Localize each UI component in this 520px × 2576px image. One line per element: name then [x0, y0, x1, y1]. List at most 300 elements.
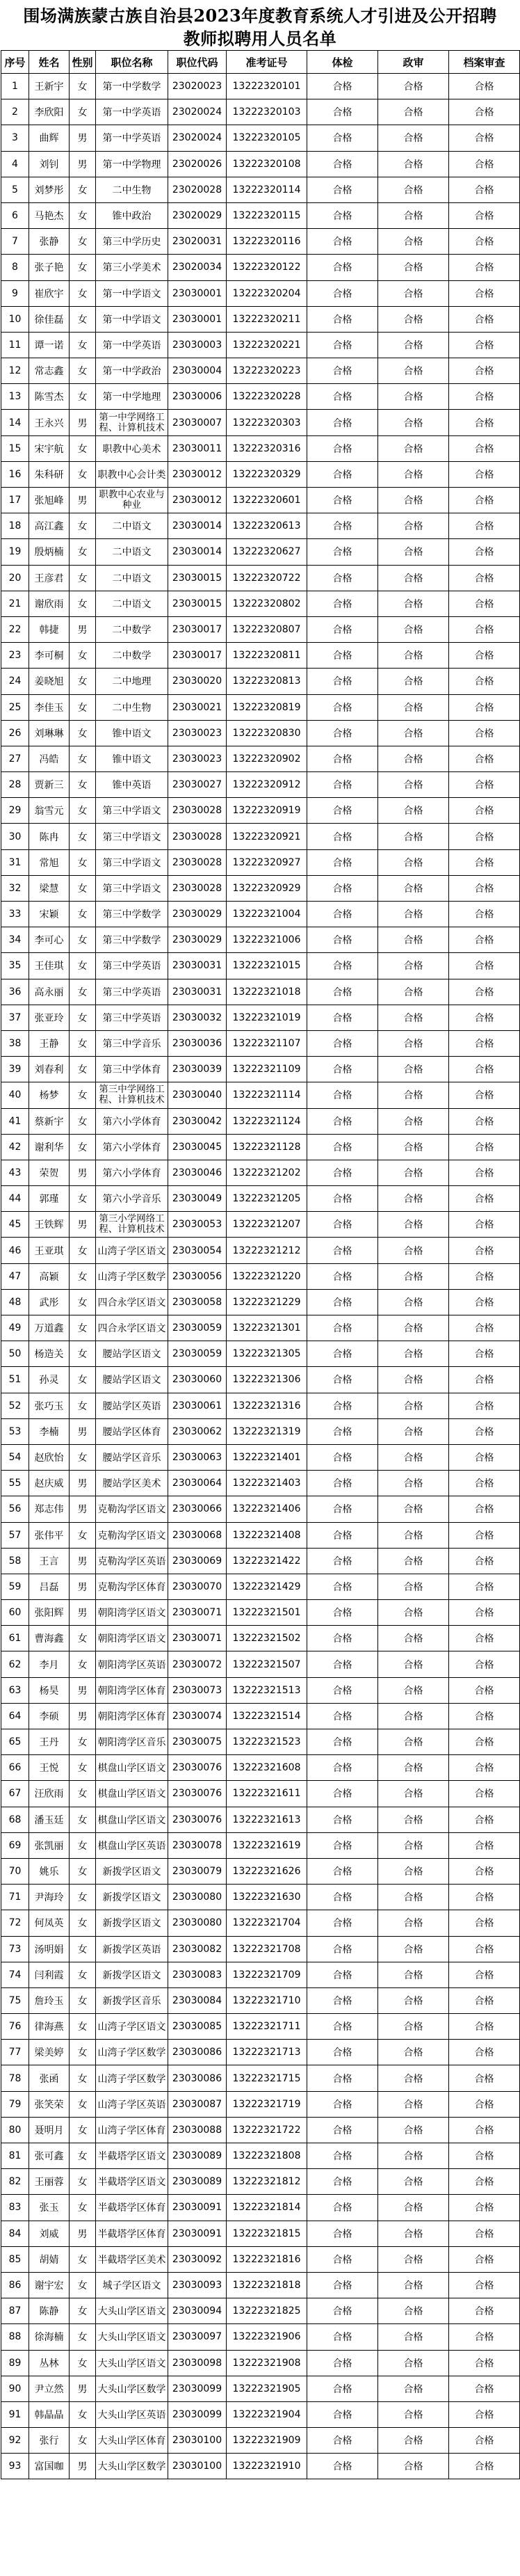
cell-gender: 女	[70, 669, 96, 694]
cell-political-review: 合格	[378, 1755, 449, 1781]
cell-political-review: 合格	[378, 2350, 449, 2376]
cell-physical-exam: 合格	[307, 979, 378, 1005]
cell-position: 新拨学区语文	[96, 1910, 168, 1936]
cell-physical-exam: 合格	[307, 824, 378, 849]
cell-position-code: 23030029	[168, 927, 227, 953]
cell-name: 孙灵	[29, 1367, 70, 1393]
cell-name: 王静	[29, 1030, 70, 1056]
cell-file-review: 合格	[449, 591, 520, 616]
table-row	[1, 125, 520, 151]
cell-gender: 女	[70, 1186, 96, 1212]
cell-exam-number: 13222321626	[227, 1858, 307, 1884]
cell-file-review: 合格	[449, 1367, 520, 1393]
cell-seq: 41	[1, 1108, 29, 1134]
cell-gender: 女	[70, 2428, 96, 2454]
cell-position-code: 23030031	[168, 953, 227, 979]
cell-physical-exam: 合格	[307, 1807, 378, 1832]
cell-position: 山湾子学区语文	[96, 2014, 168, 2040]
cell-file-review: 合格	[449, 1418, 520, 1444]
cell-seq: 54	[1, 1444, 29, 1470]
cell-name: 张伟平	[29, 1522, 70, 1548]
cell-position-code: 23030086	[168, 2065, 227, 2091]
table-row	[1, 332, 520, 358]
cell-seq: 29	[1, 798, 29, 824]
cell-position-code: 23030075	[168, 1729, 227, 1755]
cell-position-code: 23020024	[168, 99, 227, 125]
cell-political-review: 合格	[378, 1134, 449, 1160]
cell-gender: 女	[70, 849, 96, 875]
cell-position-code: 23030001	[168, 280, 227, 306]
cell-exam-number: 13222320802	[227, 591, 307, 616]
cell-gender: 女	[70, 2401, 96, 2427]
cell-position-code: 23030039	[168, 1057, 227, 1082]
cell-seq: 28	[1, 772, 29, 798]
cell-seq: 25	[1, 694, 29, 720]
cell-seq: 93	[1, 2454, 29, 2479]
cell-position: 第六小学体育	[96, 1160, 168, 1185]
cell-gender: 男	[70, 1496, 96, 1522]
cell-position: 大头山学区英语	[96, 2401, 168, 2427]
cell-position-code: 23030078	[168, 1832, 227, 1858]
cell-exam-number: 13222321319	[227, 1418, 307, 1444]
cell-position: 二中数学	[96, 643, 168, 669]
table-row	[1, 953, 520, 979]
cell-physical-exam: 合格	[307, 99, 378, 125]
cell-position: 第一中学英语	[96, 332, 168, 358]
cell-political-review: 合格	[378, 1574, 449, 1599]
cell-position: 大头山学区数学	[96, 2454, 168, 2479]
cell-political-review: 合格	[378, 488, 449, 513]
cell-position: 朝阳湾学区语文	[96, 1600, 168, 1626]
cell-position: 朝阳湾学区体育	[96, 1703, 168, 1729]
cell-exam-number: 13222321513	[227, 1677, 307, 1703]
cell-physical-exam: 合格	[307, 2014, 378, 2040]
cell-name: 韩捷	[29, 616, 70, 642]
cell-gender: 男	[70, 2221, 96, 2246]
cell-position: 棋盘山学区语文	[96, 1807, 168, 1832]
cell-exam-number: 13222321316	[227, 1393, 307, 1418]
cell-political-review: 合格	[378, 1548, 449, 1574]
cell-seq: 59	[1, 1574, 29, 1599]
cell-position-code: 23030023	[168, 720, 227, 746]
cell-exam-number: 13222320813	[227, 669, 307, 694]
cell-exam-number: 13222320114	[227, 177, 307, 202]
cell-physical-exam: 合格	[307, 746, 378, 771]
cell-seq: 55	[1, 1471, 29, 1496]
cell-file-review: 合格	[449, 2221, 520, 2246]
cell-exam-number: 13222321704	[227, 1910, 307, 1936]
cell-gender: 女	[70, 384, 96, 410]
table-row	[1, 2246, 520, 2272]
table-row	[1, 410, 520, 435]
cell-physical-exam: 合格	[307, 1703, 378, 1729]
table-row	[1, 1212, 520, 1238]
cell-political-review: 合格	[378, 2324, 449, 2350]
cell-file-review: 合格	[449, 746, 520, 771]
cell-seq: 22	[1, 616, 29, 642]
cell-gender: 男	[70, 1600, 96, 1626]
cell-exam-number: 13222321406	[227, 1496, 307, 1522]
cell-seq: 30	[1, 824, 29, 849]
cell-exam-number: 13222320601	[227, 488, 307, 513]
cell-seq: 67	[1, 1781, 29, 1807]
cell-position-code: 23030023	[168, 746, 227, 771]
cell-seq: 51	[1, 1367, 29, 1393]
table-row	[1, 1082, 520, 1108]
cell-gender: 女	[70, 513, 96, 539]
cell-exam-number: 13222320103	[227, 99, 307, 125]
cell-position-code: 23030017	[168, 643, 227, 669]
cell-gender: 女	[70, 1263, 96, 1289]
cell-physical-exam: 合格	[307, 384, 378, 410]
cell-name: 谢欣雨	[29, 591, 70, 616]
cell-position-code: 23030042	[168, 1108, 227, 1134]
cell-seq: 57	[1, 1522, 29, 1548]
cell-file-review: 合格	[449, 539, 520, 565]
cell-position-code: 23030036	[168, 1030, 227, 1056]
cell-position: 山湾子学区语文	[96, 1238, 168, 1263]
cell-seq: 37	[1, 1005, 29, 1030]
cell-position-code: 23030086	[168, 2040, 227, 2065]
cell-name: 张可鑫	[29, 2143, 70, 2169]
cell-name: 聂明月	[29, 2117, 70, 2143]
cell-position: 山湾子学区数学	[96, 1263, 168, 1289]
cell-political-review: 合格	[378, 461, 449, 487]
cell-name: 王悦	[29, 1755, 70, 1781]
cell-seq: 53	[1, 1418, 29, 1444]
cell-seq: 83	[1, 2195, 29, 2221]
cell-seq: 70	[1, 1858, 29, 1884]
cell-position: 大头山学区语文	[96, 2350, 168, 2376]
cell-position-code: 23030080	[168, 1885, 227, 1910]
cell-gender: 男	[70, 1212, 96, 1238]
cell-seq: 62	[1, 1651, 29, 1677]
cell-position-code: 23030012	[168, 461, 227, 487]
cell-exam-number: 13222321015	[227, 953, 307, 979]
cell-seq: 6	[1, 202, 29, 228]
cell-physical-exam: 合格	[307, 1134, 378, 1160]
cell-exam-number: 13222321904	[227, 2401, 307, 2427]
cell-gender: 女	[70, 694, 96, 720]
cell-position-code: 23030059	[168, 1315, 227, 1341]
cell-exam-number: 13222321306	[227, 1367, 307, 1393]
cell-political-review: 合格	[378, 1936, 449, 1962]
table-row	[1, 2117, 520, 2143]
cell-name: 陈雪杰	[29, 384, 70, 410]
cell-position-code: 23030074	[168, 1703, 227, 1729]
table-row	[1, 2091, 520, 2117]
cell-gender: 女	[70, 1885, 96, 1910]
cell-political-review: 合格	[378, 953, 449, 979]
cell-seq: 35	[1, 953, 29, 979]
cell-physical-exam: 合格	[307, 2401, 378, 2427]
cell-position: 第六小学体育	[96, 1108, 168, 1134]
cell-physical-exam: 合格	[307, 177, 378, 202]
cell-seq: 80	[1, 2117, 29, 2143]
table-row	[1, 2221, 520, 2246]
cell-file-review: 合格	[449, 2169, 520, 2195]
cell-gender: 女	[70, 280, 96, 306]
cell-gender: 女	[70, 772, 96, 798]
cell-position: 第三中学语文	[96, 824, 168, 849]
cell-name: 徐佳磊	[29, 306, 70, 332]
cell-position: 四合永学区语文	[96, 1315, 168, 1341]
cell-political-review: 合格	[378, 1444, 449, 1470]
cell-gender: 女	[70, 1626, 96, 1651]
table-row	[1, 1315, 520, 1341]
cell-file-review: 合格	[449, 1755, 520, 1781]
cell-position-code: 23030001	[168, 306, 227, 332]
cell-file-review: 合格	[449, 1263, 520, 1289]
cell-political-review: 合格	[378, 1367, 449, 1393]
cell-seq: 4	[1, 151, 29, 177]
cell-name: 陈静	[29, 2298, 70, 2324]
cell-physical-exam: 合格	[307, 461, 378, 487]
cell-seq: 44	[1, 1186, 29, 1212]
cell-exam-number: 13222320223	[227, 358, 307, 384]
cell-name: 王丹	[29, 1729, 70, 1755]
cell-physical-exam: 合格	[307, 2350, 378, 2376]
table-row	[1, 2376, 520, 2401]
cell-file-review: 合格	[449, 1030, 520, 1056]
cell-gender: 女	[70, 1936, 96, 1962]
cell-exam-number: 13222321229	[227, 1289, 307, 1315]
cell-physical-exam: 合格	[307, 280, 378, 306]
cell-seq: 69	[1, 1832, 29, 1858]
cell-gender: 女	[70, 798, 96, 824]
table-row	[1, 1936, 520, 1962]
table-row	[1, 1703, 520, 1729]
table-header-row	[1, 51, 520, 74]
cell-position-code: 23030085	[168, 2014, 227, 2040]
cell-physical-exam: 合格	[307, 2376, 378, 2401]
cell-seq: 66	[1, 1755, 29, 1781]
cell-name: 张函	[29, 2065, 70, 2091]
cell-gender: 男	[70, 1160, 96, 1185]
cell-file-review: 合格	[449, 332, 520, 358]
cell-name: 李欣阳	[29, 99, 70, 125]
cell-physical-exam: 合格	[307, 1418, 378, 1444]
cell-political-review: 合格	[378, 125, 449, 151]
cell-exam-number: 13222321816	[227, 2246, 307, 2272]
table-row	[1, 1238, 520, 1263]
cell-name: 韩晶晶	[29, 2401, 70, 2427]
cell-file-review: 合格	[449, 1496, 520, 1522]
cell-gender: 女	[70, 902, 96, 927]
cell-gender: 女	[70, 824, 96, 849]
cell-position-code: 23030029	[168, 902, 227, 927]
cell-exam-number: 13222321205	[227, 1186, 307, 1212]
cell-gender: 男	[70, 1548, 96, 1574]
cell-name: 曲辉	[29, 125, 70, 151]
cell-position-code: 23030076	[168, 1755, 227, 1781]
cell-gender: 男	[70, 2454, 96, 2479]
cell-seq: 5	[1, 177, 29, 202]
cell-exam-number: 13222320228	[227, 384, 307, 410]
cell-position: 锥中英语	[96, 772, 168, 798]
cell-exam-number: 13222320807	[227, 616, 307, 642]
cell-position-code: 23030093	[168, 2272, 227, 2298]
cell-seq: 85	[1, 2246, 29, 2272]
table-row	[1, 1057, 520, 1082]
cell-exam-number: 13222320929	[227, 875, 307, 901]
cell-position-code: 23030089	[168, 2143, 227, 2169]
cell-position-code: 23030027	[168, 772, 227, 798]
table-row	[1, 1030, 520, 1056]
table-row	[1, 1807, 520, 1832]
cell-name: 蔡新宇	[29, 1108, 70, 1134]
cell-physical-exam: 合格	[307, 539, 378, 565]
cell-physical-exam: 合格	[307, 1212, 378, 1238]
cell-exam-number: 13222321812	[227, 2169, 307, 2195]
cell-exam-number: 13222321107	[227, 1030, 307, 1056]
cell-position: 大头山学区语文	[96, 2298, 168, 2324]
cell-physical-exam: 合格	[307, 2195, 378, 2221]
cell-position: 第三中学英语	[96, 953, 168, 979]
cell-exam-number: 13222321408	[227, 1522, 307, 1548]
table-row	[1, 1108, 520, 1134]
cell-physical-exam: 合格	[307, 2221, 378, 2246]
cell-name: 杨造关	[29, 1341, 70, 1367]
cell-gender: 女	[70, 875, 96, 901]
cell-exam-number: 13222320316	[227, 435, 307, 461]
cell-political-review: 合格	[378, 1238, 449, 1263]
cell-gender: 女	[70, 2091, 96, 2117]
cell-seq: 76	[1, 2014, 29, 2040]
cell-exam-number: 13222320830	[227, 720, 307, 746]
cell-gender: 女	[70, 202, 96, 228]
cell-political-review: 合格	[378, 1057, 449, 1082]
table-row	[1, 643, 520, 669]
cell-name: 尹海玲	[29, 1885, 70, 1910]
cell-gender: 女	[70, 720, 96, 746]
cell-physical-exam: 合格	[307, 2454, 378, 2479]
cell-physical-exam: 合格	[307, 513, 378, 539]
cell-physical-exam: 合格	[307, 1885, 378, 1910]
cell-file-review: 合格	[449, 2246, 520, 2272]
cell-name: 姜晓旭	[29, 669, 70, 694]
cell-physical-exam: 合格	[307, 1729, 378, 1755]
cell-position: 第三中学英语	[96, 1005, 168, 1030]
cell-exam-number: 13222320921	[227, 824, 307, 849]
cell-exam-number: 13222321722	[227, 2117, 307, 2143]
cell-position: 第三中学语文	[96, 875, 168, 901]
cell-exam-number: 13222321401	[227, 1444, 307, 1470]
cell-file-review: 合格	[449, 1807, 520, 1832]
cell-physical-exam: 合格	[307, 643, 378, 669]
cell-exam-number: 13222321825	[227, 2298, 307, 2324]
cell-name: 张旭峰	[29, 488, 70, 513]
cell-file-review: 合格	[449, 1729, 520, 1755]
cell-gender: 女	[70, 2246, 96, 2272]
cell-position-code: 23030058	[168, 1289, 227, 1315]
cell-physical-exam: 合格	[307, 2169, 378, 2195]
cell-file-review: 合格	[449, 2298, 520, 2324]
cell-file-review: 合格	[449, 1444, 520, 1470]
cell-position-code: 23030049	[168, 1186, 227, 1212]
cell-exam-number: 13222320811	[227, 643, 307, 669]
cell-gender: 男	[70, 488, 96, 513]
cell-position-code: 23030098	[168, 2350, 227, 2376]
cell-name: 王亚琪	[29, 1238, 70, 1263]
cell-exam-number: 13222321019	[227, 1005, 307, 1030]
cell-position: 克勒沟学区语文	[96, 1496, 168, 1522]
cell-position: 二中语文	[96, 591, 168, 616]
cell-name: 宋颖	[29, 902, 70, 927]
cell-political-review: 合格	[378, 1315, 449, 1341]
table-row	[1, 74, 520, 99]
cell-physical-exam: 合格	[307, 1238, 378, 1263]
cell-file-review: 合格	[449, 902, 520, 927]
cell-political-review: 合格	[378, 1677, 449, 1703]
cell-file-review: 合格	[449, 2195, 520, 2221]
cell-seq: 32	[1, 875, 29, 901]
cell-position-code: 23030028	[168, 849, 227, 875]
cell-gender: 女	[70, 979, 96, 1005]
cell-gender: 女	[70, 1858, 96, 1884]
cell-position: 第三中学语文	[96, 798, 168, 824]
table-row	[1, 2195, 520, 2221]
cell-position-code: 23030031	[168, 979, 227, 1005]
cell-exam-number: 13222321212	[227, 1238, 307, 1263]
cell-physical-exam: 合格	[307, 202, 378, 228]
cell-political-review: 合格	[378, 2169, 449, 2195]
cell-political-review: 合格	[378, 2195, 449, 2221]
cell-position-code: 23030097	[168, 2324, 227, 2350]
cell-position: 二中语文	[96, 513, 168, 539]
cell-gender: 男	[70, 2376, 96, 2401]
header-physical-exam: 体检	[307, 51, 378, 74]
cell-position: 半截塔学区语文	[96, 2143, 168, 2169]
cell-seq: 75	[1, 1987, 29, 2013]
cell-seq: 60	[1, 1600, 29, 1626]
cell-physical-exam: 合格	[307, 1987, 378, 2013]
cell-gender: 女	[70, 229, 96, 255]
cell-political-review: 合格	[378, 669, 449, 694]
cell-name: 翁雪元	[29, 798, 70, 824]
cell-name: 武彤	[29, 1289, 70, 1315]
cell-file-review: 合格	[449, 2272, 520, 2298]
cell-gender: 女	[70, 1134, 96, 1160]
cell-file-review: 合格	[449, 1005, 520, 1030]
cell-physical-exam: 合格	[307, 669, 378, 694]
table-row	[1, 1005, 520, 1030]
table-row	[1, 1134, 520, 1160]
table-row	[1, 1341, 520, 1367]
table-row	[1, 1263, 520, 1289]
cell-file-review: 合格	[449, 616, 520, 642]
cell-position: 新拨学区英语	[96, 1936, 168, 1962]
cell-physical-exam: 合格	[307, 1030, 378, 1056]
cell-file-review: 合格	[449, 2376, 520, 2401]
cell-position: 新拨学区语文	[96, 1962, 168, 1987]
table-row	[1, 1962, 520, 1987]
cell-position-code: 23030076	[168, 1781, 227, 1807]
cell-seq: 43	[1, 1160, 29, 1185]
cell-name: 张玉	[29, 2195, 70, 2221]
cell-file-review: 合格	[449, 435, 520, 461]
cell-position-code: 23030059	[168, 1341, 227, 1367]
cell-position-code: 23030014	[168, 513, 227, 539]
cell-seq: 21	[1, 591, 29, 616]
cell-exam-number: 13222320627	[227, 539, 307, 565]
cell-name: 丛林	[29, 2350, 70, 2376]
cell-position: 第一中学语文	[96, 306, 168, 332]
cell-seq: 84	[1, 2221, 29, 2246]
cell-file-review: 合格	[449, 255, 520, 280]
cell-political-review: 合格	[378, 2221, 449, 2246]
cell-position-code: 23030020	[168, 669, 227, 694]
